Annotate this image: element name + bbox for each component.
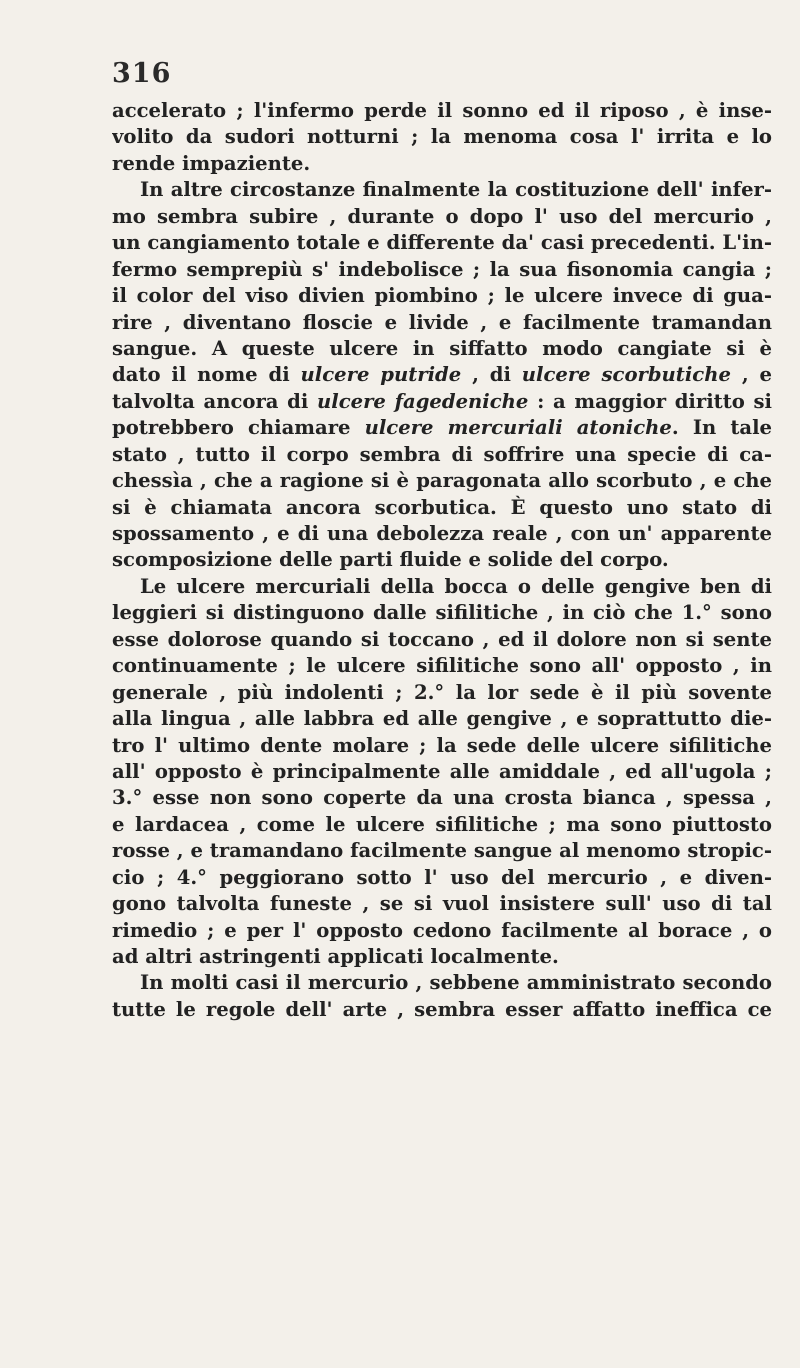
text-line: rimedio ; e per l' opposto cedono facilmente al borace , o [112, 918, 772, 942]
text-line: ad altri astringenti applicati localmente. [112, 945, 559, 968]
text-segment: potrebbero chiamare [112, 416, 365, 440]
text-segment: . In tale [671, 416, 772, 440]
text-segment: dato il nome di [112, 363, 301, 387]
text-line: cio ; 4.° peggiorano sotto l' uso del mercurio , e diven- [112, 865, 772, 889]
text-line: stato , tutto il corpo sembra di soffrire una specie di ca- [112, 442, 772, 466]
text-line: tutte le regole dell' arte , sembra esser affatto ineffica ce [112, 997, 772, 1021]
text-line: esse dolorose quando si toccano , ed il dolore non si sente [112, 627, 772, 651]
text-line: continuamente ; le ulcere sifilitiche sono all' opposto , in [112, 654, 772, 678]
page-number: 316 [112, 58, 172, 89]
text-line [112, 415, 772, 441]
italic-term: ulcere fagedeniche [317, 389, 529, 413]
text-line: scomposizione delle parti fluide e solide del corpo. [112, 548, 669, 572]
text-line: fermo semprepiù s' indebolisce ; la sua fisonomia cangia ; [112, 257, 772, 281]
text-line: si è chiamata ancora scorbutica. È questo uno stato di [112, 495, 772, 519]
text-line: rire , diventano floscie e livide , e facilmente tramandan [112, 310, 772, 334]
body-text [112, 98, 772, 1023]
text-line: leggieri si distinguono dalle sifilitiche , in ciò che 1.° sono [112, 601, 772, 625]
text-line: rende impaziente. [112, 151, 311, 175]
text-line: rosse , e tramandano facilmente sangue al menomo stropic- [112, 839, 772, 863]
text-line: chessìa , che a ragione si è paragonata allo scorbuto , e che [112, 469, 772, 493]
text-segment: , e [730, 363, 772, 387]
text-line [112, 389, 772, 415]
text-line: alla lingua , alle labbra ed alle gengive , e soprattutto die- [112, 707, 772, 731]
text-segment: , di [461, 363, 522, 387]
text-line: mo sembra subire , durante o dopo l' uso del mercurio , [112, 204, 772, 228]
text-line: e lardacea , come le ulcere sifilitiche ; ma sono piuttosto [112, 812, 772, 836]
text-line: accelerato ; l'infermo perde il sonno ed il riposo , è inse- [112, 99, 772, 122]
text-line: un cangiamento totale e differente da' casi precedenti. L'in- [112, 231, 772, 255]
text-line: tro l' ultimo dente molare ; la sede delle ulcere sifilitiche [112, 733, 772, 757]
text-line: 3.° esse non sono coperte da una crosta bianca , spessa , [112, 786, 772, 810]
text-line: Le ulcere mercuriali della bocca o delle gengive ben di [140, 574, 772, 598]
italic-term: ulcere scorbutiche [521, 363, 731, 387]
italic-term: ulcere putride [300, 363, 462, 387]
text-line: all' opposto è principalmente alle amiddale , ed all'ugola ; [112, 759, 772, 783]
text-segment: sangue. A queste ulcere in siffatto modo cangiate si è [112, 336, 772, 360]
text-line: generale , più indolenti ; 2.° la lor sede è il più sovente [112, 680, 772, 704]
italic-term: ulcere mercuriali atoniche [364, 416, 672, 440]
text-line [112, 362, 772, 388]
text-segment: talvolta ancora di [112, 389, 318, 413]
text-line: In molti casi il mercurio , sebbene amministrato secondo [140, 971, 772, 995]
text-line: In altre circostanze finalmente la costituzione dell' infer- [140, 178, 772, 202]
text-line: volito da sudori notturni ; la menoma cosa l' irrita e lo [112, 125, 772, 149]
text-line [112, 336, 772, 362]
text-line: spossamento , e di una debolezza reale , con un' apparente [112, 522, 772, 545]
text-line: il color del viso divien piombino ; le ulcere invece di gua- [112, 284, 772, 308]
text-segment: : a maggior diritto si [528, 389, 772, 413]
text-line: gono talvolta funeste , se si vuol insistere sull' uso di tal [112, 892, 772, 916]
